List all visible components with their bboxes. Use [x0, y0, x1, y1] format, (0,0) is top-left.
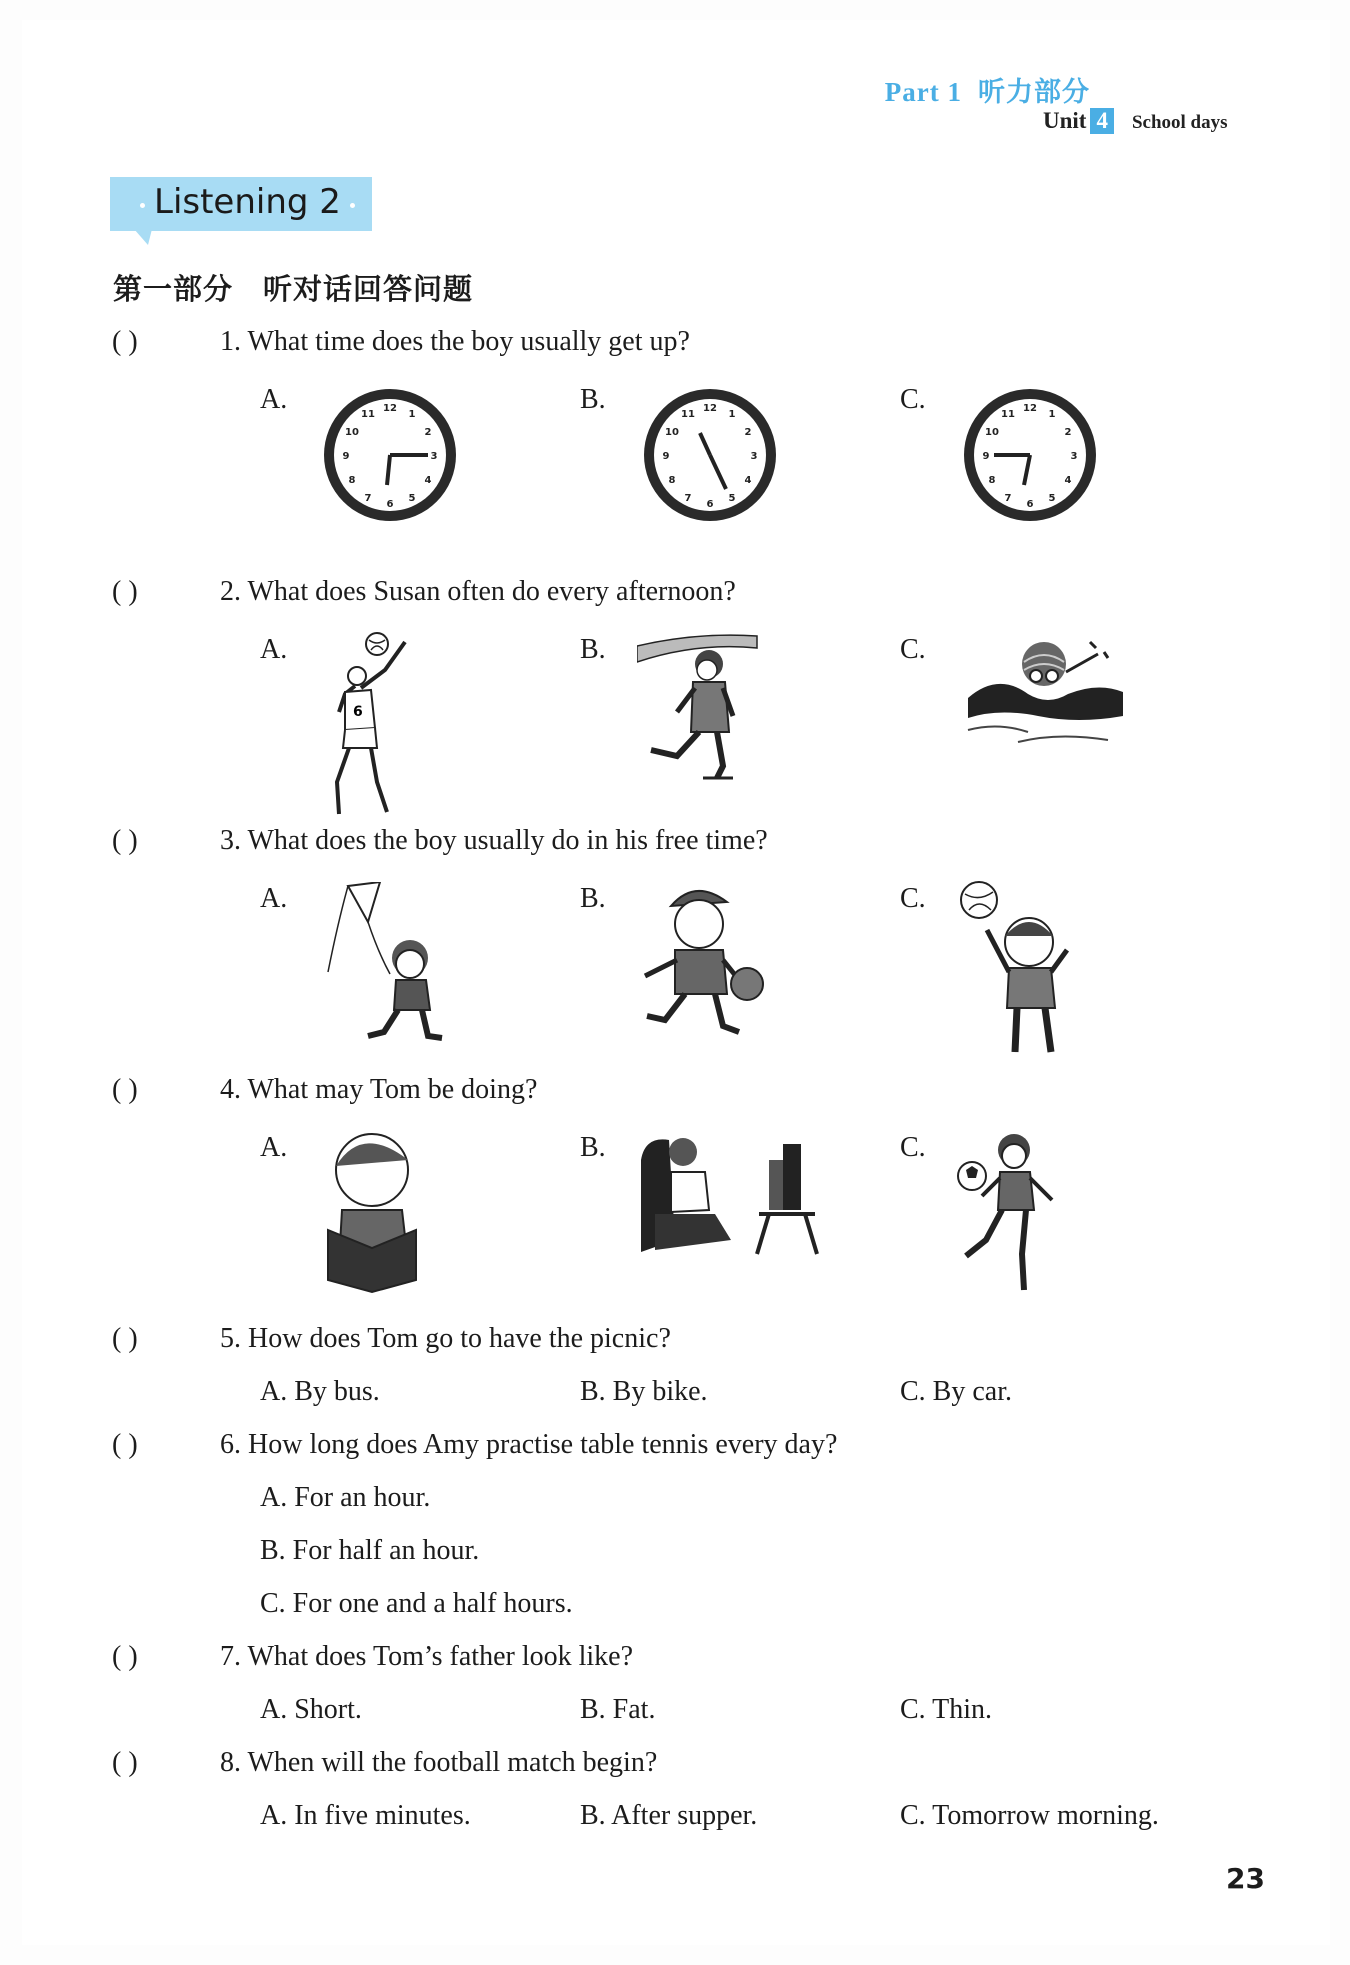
answer-blank[interactable]: ( ) — [112, 1323, 138, 1354]
clock-icon[interactable] — [640, 385, 780, 525]
header-unit-label: Unit — [1043, 108, 1087, 133]
svg-text:10: 10 — [665, 427, 679, 438]
svg-text:4: 4 — [424, 475, 432, 486]
swimmer-icon[interactable] — [958, 632, 1126, 762]
answer-blank[interactable]: ( ) — [112, 326, 138, 357]
svg-text:11: 11 — [361, 409, 375, 420]
banner-dot — [350, 203, 355, 208]
svg-text:9: 9 — [662, 451, 670, 462]
option-label: B. — [580, 1132, 606, 1163]
question-text: 7. What does Tom’s father look like? — [220, 1641, 634, 1672]
question-text: 3. What does the boy usually do in his free time? — [220, 825, 768, 856]
banner-dot — [140, 203, 145, 208]
question-text: 8. When will the football match begin? — [220, 1747, 658, 1778]
svg-text:2: 2 — [424, 427, 432, 438]
svg-text:7: 7 — [364, 493, 372, 504]
answer-blank[interactable]: ( ) — [112, 1747, 138, 1778]
svg-text:5: 5 — [408, 493, 416, 504]
option-label: A. — [260, 634, 288, 665]
question-text: 6. How long does Amy practise table tennis every day? — [220, 1429, 838, 1460]
clock-icon[interactable] — [960, 385, 1100, 525]
answer-blank[interactable]: ( ) — [112, 1429, 138, 1460]
svg-text:7: 7 — [684, 493, 692, 504]
option-label: A. — [260, 384, 288, 415]
question-6 — [112, 1429, 837, 1461]
svg-text:10: 10 — [985, 427, 999, 438]
option-a[interactable]: A. By bus. — [260, 1376, 380, 1407]
page-number: 23 — [1226, 1862, 1265, 1895]
section-title: 第一部分 听对话回答问题 — [113, 272, 474, 306]
svg-text:8: 8 — [348, 475, 356, 486]
question-text: 1. What time does the boy usually get up? — [220, 326, 690, 357]
answer-blank[interactable]: ( ) — [112, 1641, 138, 1672]
svg-text:7: 7 — [1004, 493, 1012, 504]
svg-text:5: 5 — [728, 493, 736, 504]
option-a[interactable]: A. In five minutes. — [260, 1800, 471, 1831]
svg-text:1: 1 — [728, 409, 736, 420]
question-text: 4. What may Tom be doing? — [220, 1074, 538, 1105]
option-label: C. — [900, 1132, 926, 1163]
option-c[interactable]: C. Thin. — [900, 1694, 993, 1725]
svg-text:3: 3 — [430, 451, 438, 462]
volleyball-boy-icon[interactable] — [957, 880, 1082, 1065]
question-8 — [112, 1747, 657, 1779]
svg-text:12: 12 — [703, 403, 717, 414]
header-unit-number: 4 — [1090, 108, 1114, 134]
svg-text:3: 3 — [750, 451, 758, 462]
reading-boy-icon[interactable] — [322, 1130, 422, 1295]
svg-text:12: 12 — [383, 403, 397, 414]
section-banner-label: Listening 2 — [154, 182, 341, 222]
option-b[interactable]: B. By bike. — [580, 1376, 708, 1407]
basketball-boy-icon[interactable] — [635, 880, 770, 1040]
question-2 — [112, 576, 736, 608]
svg-text:11: 11 — [1001, 409, 1015, 420]
watching-tv-icon[interactable] — [635, 1130, 825, 1255]
svg-text:6: 6 — [353, 704, 363, 720]
answer-blank[interactable]: ( ) — [112, 825, 138, 856]
svg-text:6: 6 — [1026, 499, 1034, 510]
option-label: C. — [900, 634, 926, 665]
question-5 — [112, 1323, 671, 1355]
svg-text:4: 4 — [1064, 475, 1072, 486]
option-a[interactable]: A. For an hour. — [260, 1482, 431, 1513]
option-c[interactable]: C. For one and a half hours. — [260, 1588, 573, 1619]
header-part-cn: 听力部分 — [978, 77, 1090, 108]
svg-text:8: 8 — [988, 475, 996, 486]
question-7 — [112, 1641, 633, 1673]
svg-text:1: 1 — [1048, 409, 1056, 420]
option-label: C. — [900, 384, 926, 415]
svg-text:5: 5 — [1048, 493, 1056, 504]
header-unit-title: School days — [1131, 112, 1228, 133]
svg-text:8: 8 — [668, 475, 676, 486]
option-c[interactable]: C. By car. — [900, 1376, 1012, 1407]
option-label: A. — [260, 883, 288, 914]
option-label: B. — [580, 883, 606, 914]
svg-text:4: 4 — [744, 475, 752, 486]
option-label: B. — [580, 634, 606, 665]
option-label: A. — [260, 1132, 288, 1163]
question-text: 2. What does Susan often do every afternoon? — [220, 576, 736, 607]
question-3 — [112, 825, 768, 857]
svg-text:9: 9 — [342, 451, 350, 462]
svg-text:3: 3 — [1070, 451, 1078, 462]
svg-text:2: 2 — [1064, 427, 1072, 438]
svg-text:1: 1 — [408, 409, 416, 420]
option-label: C. — [900, 883, 926, 914]
question-4 — [112, 1074, 537, 1106]
section-banner — [110, 177, 372, 231]
question-1 — [112, 326, 690, 358]
clock-icon[interactable] — [320, 385, 460, 525]
answer-blank[interactable]: ( ) — [112, 1074, 138, 1105]
header-part — [885, 70, 1090, 109]
svg-text:9: 9 — [982, 451, 990, 462]
option-b[interactable]: B. After supper. — [580, 1800, 758, 1831]
option-a[interactable]: A. Short. — [260, 1694, 362, 1725]
header-unit — [1043, 108, 1228, 134]
question-text: 5. How does Tom go to have the picnic? — [220, 1323, 671, 1354]
option-c[interactable]: C. Tomorrow morning. — [900, 1800, 1159, 1831]
option-b[interactable]: B. For half an hour. — [260, 1535, 480, 1566]
svg-text:2: 2 — [744, 427, 752, 438]
svg-text:10: 10 — [345, 427, 359, 438]
volleyball-player-icon[interactable] — [315, 632, 425, 822]
football-boy-icon[interactable] — [952, 1130, 1062, 1300]
svg-text:11: 11 — [681, 409, 695, 420]
svg-text:6: 6 — [706, 499, 714, 510]
header-part-label: Part 1 — [884, 77, 962, 107]
option-label: B. — [580, 384, 606, 415]
skating-girl-icon[interactable] — [637, 632, 762, 782]
answer-blank[interactable]: ( ) — [112, 576, 138, 607]
svg-text:12: 12 — [1023, 403, 1037, 414]
option-b[interactable]: B. Fat. — [580, 1694, 656, 1725]
kite-boy-icon[interactable] — [318, 882, 458, 1047]
svg-text:6: 6 — [386, 499, 394, 510]
